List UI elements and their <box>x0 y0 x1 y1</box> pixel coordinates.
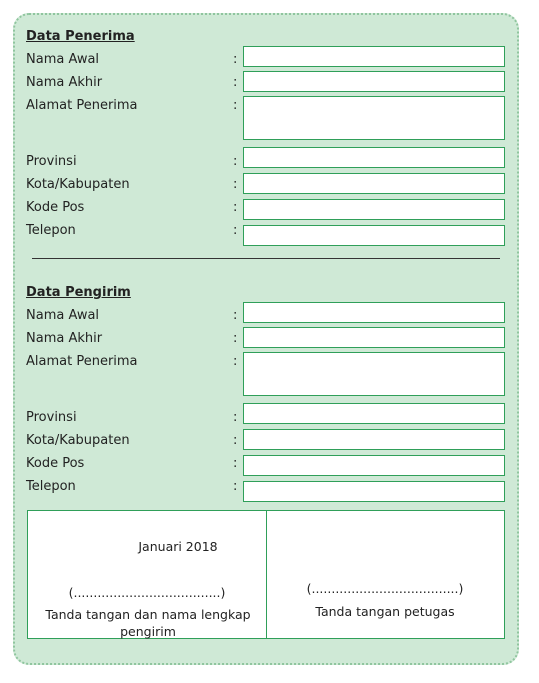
sender-city-label: Kota/Kabupaten <box>26 433 130 448</box>
recipient-address-label: Alamat Penerima <box>26 98 138 113</box>
colon: : <box>233 200 238 215</box>
sender-province-label: Provinsi <box>26 410 77 425</box>
colon: : <box>233 479 238 494</box>
colon: : <box>233 331 238 346</box>
colon: : <box>233 52 238 67</box>
sender-postcode-input[interactable] <box>243 455 505 476</box>
signature-box <box>27 510 505 639</box>
recipient-last-name-input[interactable] <box>243 71 505 92</box>
colon: : <box>233 410 238 425</box>
officer-signature-caption: Tanda tangan petugas <box>315 604 455 619</box>
colon: : <box>233 98 238 113</box>
recipient-phone-input[interactable] <box>243 225 505 246</box>
recipient-address-input[interactable] <box>243 96 505 140</box>
colon: : <box>233 75 238 90</box>
sender-address-input[interactable] <box>243 352 505 396</box>
sender-city-input[interactable] <box>243 429 505 450</box>
recipient-first-name-label: Nama Awal <box>26 52 100 67</box>
recipient-phone-label: Telepon <box>26 223 76 238</box>
officer-signature-placeholder: (.....................................) <box>306 581 464 596</box>
recipient-city-label: Kota/Kabupaten <box>26 177 130 192</box>
signature-divider <box>266 511 267 638</box>
sender-first-name-input[interactable] <box>243 302 505 323</box>
colon: : <box>233 433 238 448</box>
sender-postcode-label: Kode Pos <box>26 456 85 471</box>
colon: : <box>233 223 238 238</box>
sender-phone-label: Telepon <box>26 479 76 494</box>
sender-first-name-label: Nama Awal <box>26 308 100 323</box>
sender-last-name-label: Nama Akhir <box>26 331 103 346</box>
sender-address-label: Alamat Penerima <box>26 354 138 369</box>
sender-section-title: Data Pengirim <box>26 285 131 300</box>
recipient-province-label: Provinsi <box>26 154 77 169</box>
recipient-postcode-input[interactable] <box>243 199 505 220</box>
signature-date: Januari 2018 <box>138 539 218 554</box>
recipient-postcode-label: Kode Pos <box>26 200 85 215</box>
recipient-province-input[interactable] <box>243 147 505 168</box>
colon: : <box>233 154 238 169</box>
sender-last-name-input[interactable] <box>243 327 505 348</box>
colon: : <box>233 177 238 192</box>
colon: : <box>233 308 238 323</box>
sender-signature-placeholder: (.....................................) <box>68 585 226 600</box>
colon: : <box>233 354 238 369</box>
section-divider <box>32 258 500 259</box>
recipient-city-input[interactable] <box>243 173 505 194</box>
recipient-section-title: Data Penerima <box>26 29 135 44</box>
recipient-last-name-label: Nama Akhir <box>26 75 103 90</box>
sender-province-input[interactable] <box>243 403 505 424</box>
recipient-first-name-input[interactable] <box>243 46 505 67</box>
sender-phone-input[interactable] <box>243 481 505 502</box>
colon: : <box>233 456 238 471</box>
sender-signature-caption: Tanda tangan dan nama lengkap pengirim <box>45 607 251 639</box>
